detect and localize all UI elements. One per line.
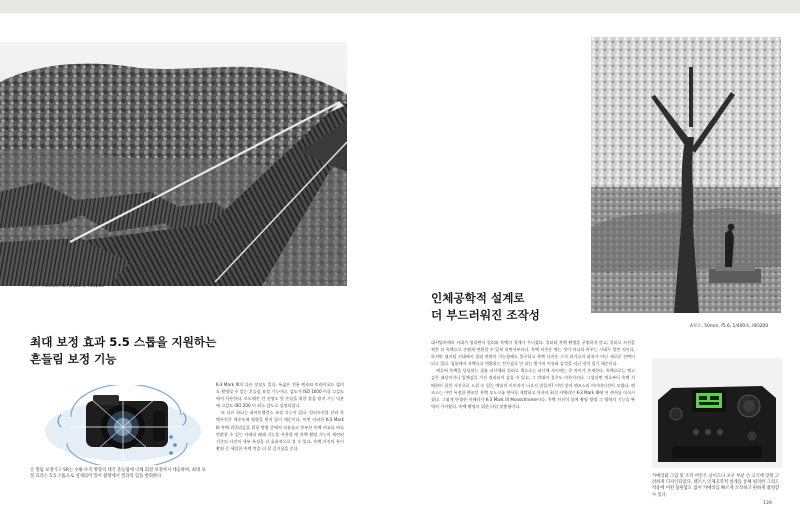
cherry-tree-photo (591, 37, 781, 313)
top-band (0, 0, 800, 13)
sr-mechanism-diagram (31, 385, 208, 465)
left-body-text (216, 381, 344, 452)
page-number: 139 (763, 501, 772, 506)
left-paragraph-2: 또 다른 하나는 화이트밸런스 조정 기능이 있다. 컬러사진과 달리 흑백사진은 색온도에 영향을 받지 않기 때문이다. 이번 이러한 K-3 Mark III 흑백 리얼리즘을 위한 방법 중에서 자유롭고 풍부한 흑백 비교를 바로 반환할 수 있는 카메라 폐쇄 기능을 사용할 때 흑백 촬영 기능이 세련된 기존의 사진의 세부 특징을 더 효율적으로 볼 수 있다. 흑백 사진의 톤이 촬영 중 세밀한 흑백 맛을 더 잘 즐거움을 준다. (216, 410, 344, 451)
left-paragraph-1: K-3 Mark III의 다른 장점도 있다. 폭넓은 전용 렌즈와 트라이포드 없이도 촬영할 수 있는 흔들림 보정 기능이다. 감도가 ISO 1600 이상 고감도에서 사용한다. 토도해진 잔 선명도 및 손실을 위한 잡음 방지 기능 덕분에 고감도 ISO 200 이 최소 감도로 설정되었다. (216, 382, 344, 409)
left-page-heading (30, 334, 216, 367)
left-heading-line-1: 최대 보정 효과 5.5 스톱을 지원하는 (30, 335, 217, 349)
right-photo-caption: A모드, 50mm, f5.6, 1/400초, ISO200 (690, 324, 769, 329)
right-paragraph-1: 대지털카메라 시대가 열리면서 컬러와 흑백의 경계가 무너졌다. 컬러와 흑백 촬영을 구별하지 않고, 컬러로 사진을 찍은 뒤 흑백으로 손쉽게 변환할 수 있게 되면서부터다. 흑백 사진은 찍는 것이 아니라 바꾸는 시대가 열린 것이다. 하지만 대지털 시대에서 컬러 변환이 가능함에도 불구하고 흑백 사진은 그저 과거로의 회귀가 아닌 새로운 선택이 되고 있다. 필름에서 흑백으로 변환하는 컨가필로 안 되는 뭔가의 이유와 감성을 지닌 것이 있기 때문이다. (431, 340, 635, 367)
right-diagram-caption: 카메라와 그립 및 조작 버튼은 난이도나 포우 부분 손 크기에 맞춰 고려하게 디자인되었다. 렌즈스 인체공학적 설계를 통해 편리한 그리드 적용에 어떤 불편함도 없이 카메라를 빠르게 조작하고 편하게 촬영할 수 있다. (652, 474, 780, 498)
right-paragraph-2: 예로써 흑백을 담당하는 필름 피사체와 컬러로 책으로는 피사체 사이에는 큰 차이가 존재한다. 흑백으로는 찍고 싶은 대상이거나 입체감을 가진 정리되어 감을 수 있고, 그 반대의 경우도 마찬가지다. 그렇다면 예로부터 흑백 지배력이 잡힌 사진으로 느낄 수 있는 예술적 이미지가 나오지 않을까? 이번 장비 렌즈스의 아이데이전이 모였다. 렌즈스는 이번 특정한 렌즈인 흑백 모노크롬 센서를 개발하고 자사의 최신 카메라인 K-3 Mark III에 이 센서를 이식시켰다. 그렇게 탄생한 카메라가 K-3 Mark III Monochrome이다. 흑백 사진의 뒤에 촬영 방법 그 영역의 기능을 완벽히 가져왔다. 흑백 촬영의 위한 타입 맞춤형이다. (431, 368, 635, 409)
left-photo-caption: A모드, 50mm, f8, 1/400초, ISO200 (30, 284, 104, 289)
right-heading-line-2: 더 부드러워진 조작성 (431, 307, 540, 322)
camera-top-view-photo (652, 358, 782, 468)
right-heading-line-1: 인체공학적 설계로 (431, 291, 525, 305)
left-heading-line-2: 흔들림 보정 기능 (30, 351, 117, 366)
right-body-text (431, 339, 635, 410)
left-diagram-caption: 손 떨림 보정기구 SR는 수평·수직 방향의 대각 흔들림에 더해 회전 보정까지 대응하며, 최대 보정 효과는 5.5 스톱으로 설계되어 있어 촬영에서 결과의 힘을 발휘한다. (30, 468, 206, 480)
temple-roof-photo (0, 42, 347, 286)
right-page-heading (431, 290, 540, 323)
